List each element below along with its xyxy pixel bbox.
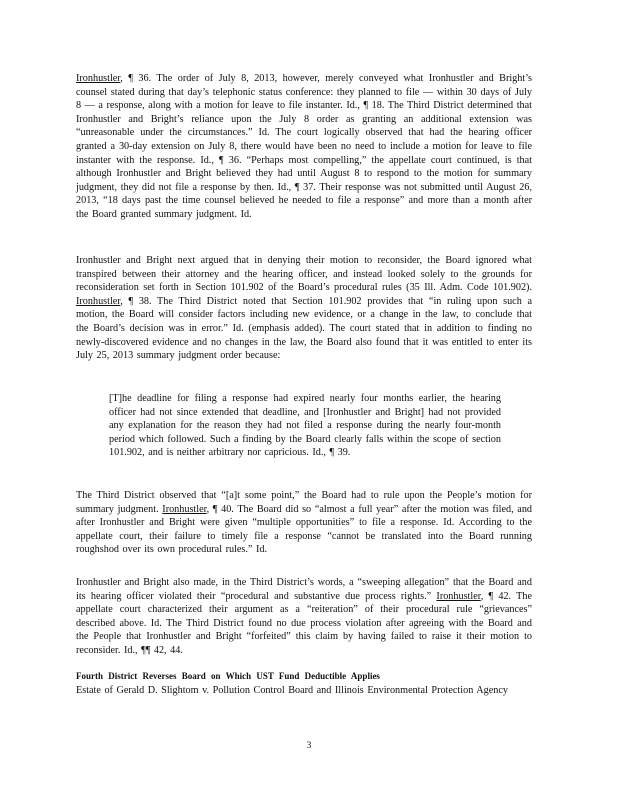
paragraph-motion-to-reconsider [76, 254, 532, 363]
case-citation: Ironhustler [436, 590, 481, 602]
case-citation: Ironhustler [162, 503, 207, 515]
paragraph-ironhustler-order [76, 72, 532, 222]
case-citation: Ironhustler [76, 295, 121, 307]
paragraph-text: , ¶ 36. The order of July 8, 2013, however, merely conveyed what Ironhustler and Bright’s counsel stated during that day’s telephonic status conference: they planned to file — within 30 days of July 8 — a response, along with a motion for leave to file instanter. Id., ¶ 18. The Third District determined that Ironhustler and Bright’s reliance upon the July 8 order as granting an additional extension was “unreasonable under the circumstances.” Id. The court logically observed that had the hearing officer granted a 30-day extension on July 8, there would have been no need to include a motion for leave to file instanter with the response. Id., ¶ 36. “Perhaps most compelling,” the appellate court continued, is that although Ironhustler and Bright believed they had until August 8 to respond to the motion for summary judgment, they did not file a response by then. Id., ¶ 37. Their response was not submitted until August 26, 2013, “18 days past the time counsel believed he needed to file a response” and more than a month after the Board granted summary judgment. Id. [76, 73, 532, 220]
block-quote: [T]he deadline for filing a response had expired nearly four months earlier, the hearing officer had not since extended that deadline, and [Ironhustler and Bright] had not provided any explanation for the reason they had not filed a response during the nearly four-month period which followed. Such a finding by the Board clearly falls within the scope of section 101.902, and is neither arbitrary nor capricious. Id., ¶ 39. [109, 393, 501, 459]
paragraph-text: , ¶ 40. The Board did so “almost a full year” after the motion was filed, and after Ironhustler and Bright were given “multiple opportunities” to file a response. Id. According to the appellate court, their failure to timely file a response “cannot be translated into the Board running roughshod over its own procedural rules.” Id. [76, 503, 533, 556]
paragraph-summary-judgment [76, 489, 532, 557]
page-number: 3 [306, 741, 312, 751]
paragraph-text: Ironhustler and Bright next argued that in denying their motion to reconsider, the Board ignored what transpired between their attorney and the hearing officer, and instead looked solely to the grounds for reconsideration set forth in Section 101.902 of the Board’s procedural rules (35 Ill. Adm. Code 101.902). [76, 255, 532, 294]
paragraph-text: , ¶ 38. The Third District noted that Section 101.902 provides that “in ruling upon such a motion, the Board will consider factors including new evidence, or a change in the law, to conclude that the Board’s decision was in error.” Id. (emphasis added). The court stated that in addition to finding no newly-discovered evidence and no changes in the law, the Board also found that it was entitled to enter its July 25, 2013 summary judgment order because: [76, 295, 532, 362]
paragraph-due-process [76, 576, 532, 658]
paragraph-text: , ¶ 42. The appellate court characterized their argument as a “reiteration” of their procedural rule “grievances” described above. Id. The Third District found no due process violation after agreeing with the Board and the People that Ironhustler and Bright “forfeited” this claim by having failed to raise it their motion to reconsider. Id., ¶¶ 42, 44. [76, 590, 532, 656]
section-heading: Fourth District Reverses Board on Which UST Fund Deductible Applies [76, 671, 380, 681]
paragraph-text: Ironhustler and Bright also made, in the Third District’s words, a “sweeping allegation” that the Board and its hearing officer violated their “procedural and substantive due process rights.” [76, 577, 532, 602]
case-citation: Ironhustler [76, 73, 121, 84]
paragraph-text: The Third District observed that “[a]t some point,” the Board had to rule upon the People’s motion for summary judgment. [76, 490, 532, 515]
case-caption: Estate of Gerald D. Slightom v. Pollution Control Board and Illinois Environmental Protection Agency [76, 685, 508, 696]
